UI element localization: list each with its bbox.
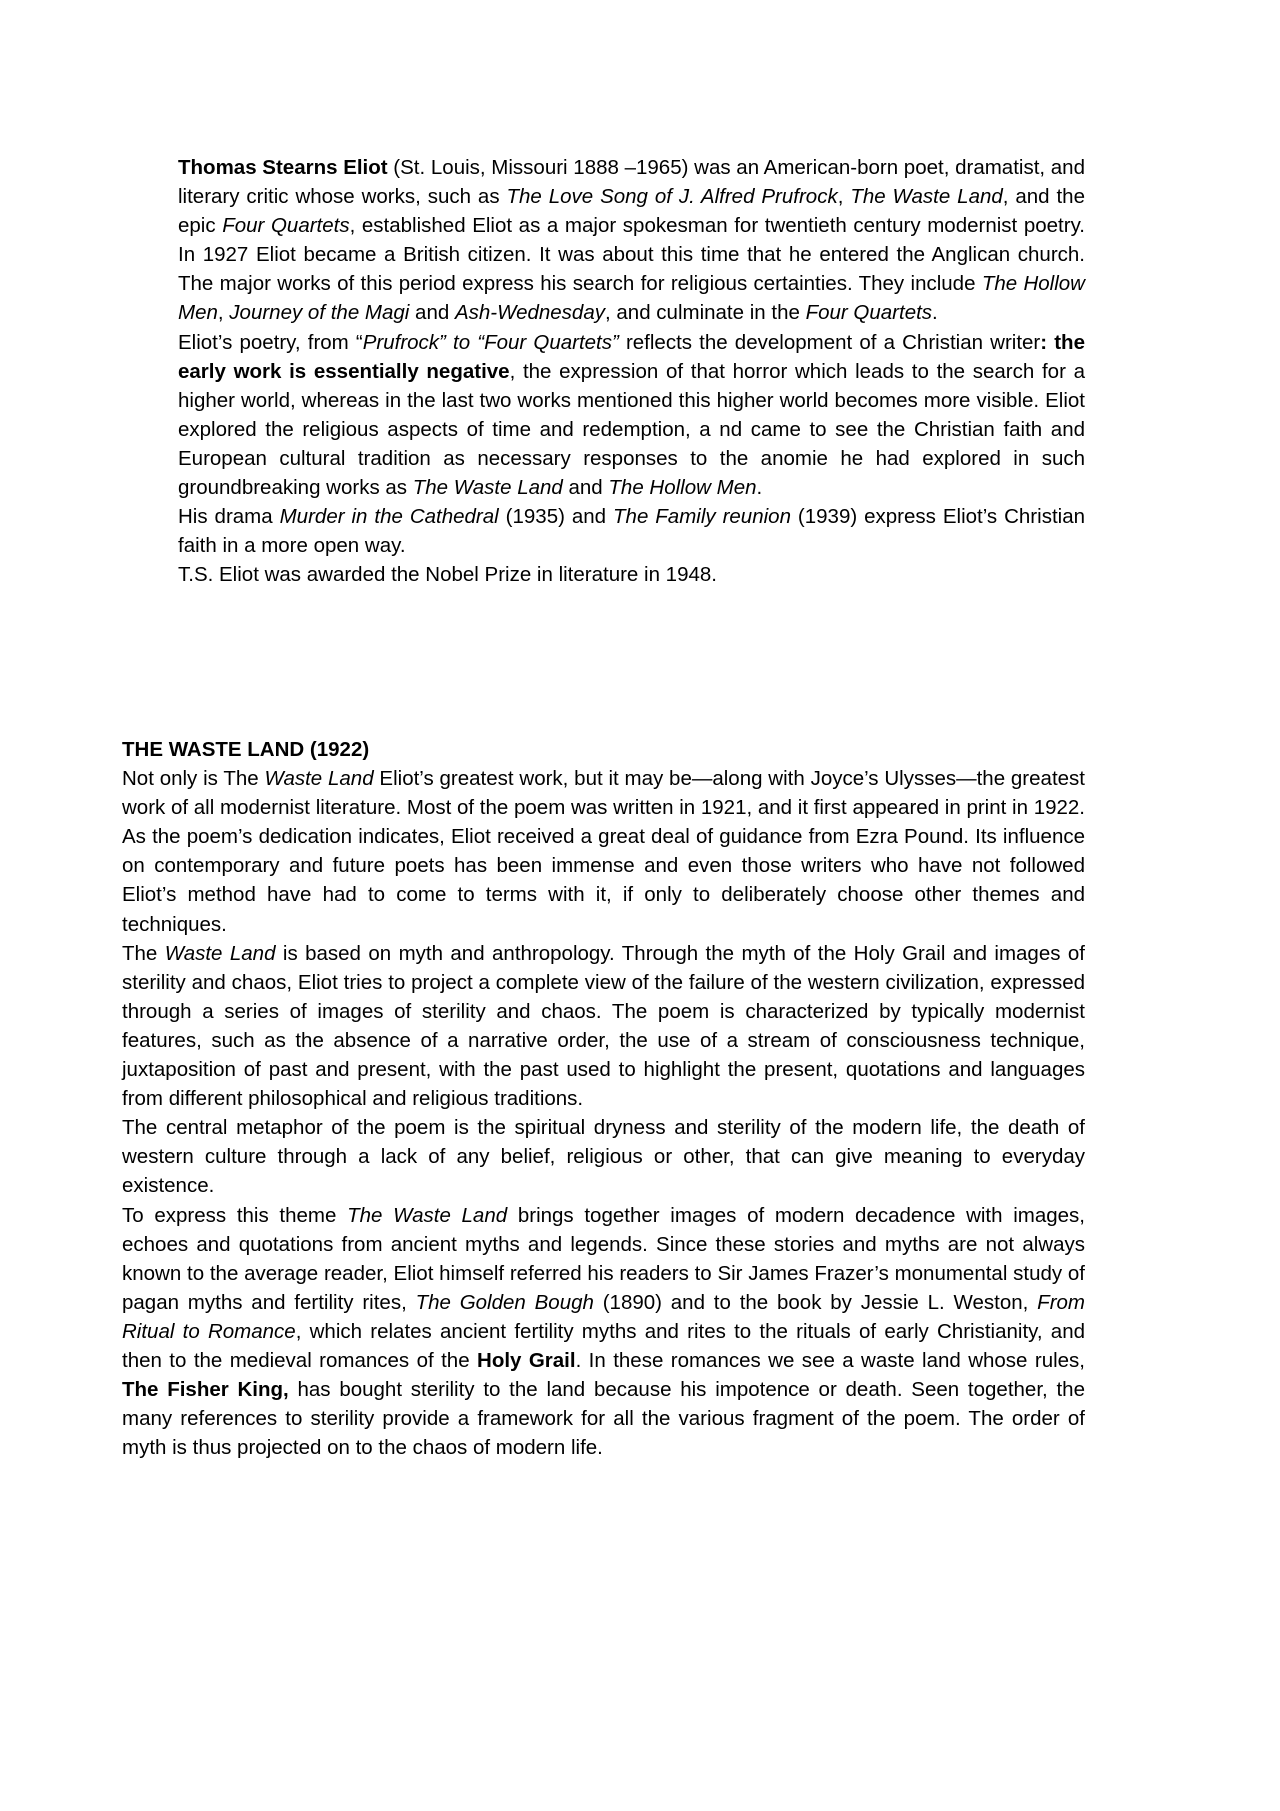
text-run: Thomas Stearns Eliot bbox=[178, 156, 388, 179]
biography-section bbox=[178, 153, 1085, 589]
text-run: (1890) and to the book by Jessie L. Weston, bbox=[593, 1290, 1038, 1314]
text-run: Not only is The bbox=[122, 767, 265, 791]
text-run: Prufrock” to “Four Quartets” bbox=[362, 330, 619, 354]
text-run: The Family reunion bbox=[613, 505, 791, 529]
text-run: is based on myth and anthropology. Through the myth of the Holy Grail and images of sterility and chaos, Eliot tries to project a complete view of the failure of the western civilization, expressed through a series of images of sterility and chaos. The poem is characterized by typically modernist features, such as the absence of a narrative order, the use of a stream of consciousness technique, juxtaposition of past and present, with the past used to highlight the present, quotations and languages from different philosophical and religious traditions. bbox=[122, 941, 1085, 1111]
text-run: The bbox=[122, 941, 165, 965]
text-run: The Hollow Men bbox=[178, 272, 1085, 325]
text-run: , bbox=[217, 301, 230, 325]
text-run: , the expression of that horror which leads to the search for a higher world, whereas in the last two works mentioned this higher world becomes more visible. Eliot explored the religious aspects of time and redemption, a nd came to see the Christian faith and European cultural tradition as necessary responses to the anomie he had explored in such groundbreaking works as bbox=[178, 359, 1085, 500]
text-run: reflects the development of a Christian writer bbox=[618, 330, 1041, 354]
waste-land-section bbox=[122, 735, 1085, 1462]
text-run: Eliot’s poetry, from “ bbox=[178, 330, 363, 354]
bio-paragraph-4 bbox=[178, 560, 1085, 589]
waste-land-paragraph-1 bbox=[122, 764, 1085, 939]
text-run: The Fisher King, bbox=[122, 1378, 289, 1402]
bio-paragraph-2 bbox=[178, 328, 1085, 503]
text-run: , and culminate in the bbox=[605, 301, 806, 325]
text-run: . bbox=[756, 476, 763, 500]
text-run: and bbox=[562, 476, 609, 500]
text-run: Eliot’s greatest work, but it may be—along with Joyce’s Ulysses—the greatest work of all modernist literature. Most of the poem was written in 1921, and it first appeared in print in 1922. As the poem’s dedication indicates, Eliot received a great deal of guidance from Ezra Pound. Its influence on contemporary and future poets has been immense and even those writers who have not followed Eliot’s method have had to come to terms with it, if only to deliberately choose other themes and techniques. bbox=[122, 767, 1085, 936]
text-run: has bought sterility to the land because his impotence or death. Seen together, the many references to sterility provide a framework for all the various fragment of the poem. The order of myth is thus projected on to the chaos of modern life. bbox=[122, 1378, 1085, 1460]
text-run: , which relates ancient fertility myths and rites to the rituals of early Christianity, and then to the medieval romances of the bbox=[122, 1319, 1085, 1372]
text-run: The Hollow Men bbox=[608, 476, 757, 500]
text-run: . In these romances we see a waste land whose rules, bbox=[575, 1348, 1085, 1372]
text-run: The Waste Land bbox=[412, 476, 563, 500]
waste-land-paragraph-4 bbox=[122, 1201, 1085, 1463]
text-run: The Waste Land bbox=[850, 185, 1003, 209]
text-run: Waste Land bbox=[164, 941, 276, 965]
text-run: Journey of the Magi bbox=[229, 301, 410, 325]
text-run: The Waste Land bbox=[347, 1203, 508, 1227]
text-run: (St. Louis, Missouri 1888 –1965) was an American-born poet, dramatist, and literary critic whose works, such as bbox=[178, 156, 1085, 209]
text-run: To express this theme bbox=[122, 1203, 348, 1227]
text-run: The Golden Bough bbox=[415, 1290, 594, 1314]
text-run: , bbox=[837, 185, 851, 209]
waste-land-paragraph-2 bbox=[122, 939, 1085, 1114]
text-run: Murder in the Cathedral bbox=[279, 505, 499, 529]
text-run: brings together images of modern decadence with images, echoes and quotations from ancient myths and legends. Since these stories and myths are not always known to the average reader, Eliot himself referred his readers to Sir James Frazer’s monumental study of pagan myths and fertility rites, bbox=[122, 1203, 1085, 1314]
text-run: . bbox=[932, 301, 938, 325]
text-run: , and the epic bbox=[178, 185, 1085, 238]
text-run: , established Eliot as a major spokesman for twentieth century modernist poetry. In 1927 Eliot became a British citizen. It was about this time that he entered the Anglican church. The major works of this period express his search for religious certainties. They include bbox=[178, 214, 1085, 296]
text-run: : the early work is essentially negative bbox=[178, 330, 1085, 383]
text-run: The central metaphor of the poem is the spiritual dryness and sterility of the modern life, the death of western culture through a lack of any belief, religious or other, that can give meaning to everyday existence. bbox=[122, 1116, 1085, 1198]
text-run: Holy Grail bbox=[477, 1348, 576, 1372]
text-run: T.S. Eliot was awarded the Nobel Prize in literature in 1948. bbox=[178, 563, 717, 587]
text-run: The Love Song of J. Alfred Prufrock bbox=[506, 185, 838, 209]
text-run: From Ritual to Romance bbox=[122, 1290, 1085, 1343]
text-run: Four Quartets bbox=[805, 301, 933, 325]
text-run: and bbox=[409, 301, 455, 325]
text-run: Waste Land bbox=[264, 767, 374, 791]
bio-paragraph-3 bbox=[178, 502, 1085, 560]
text-run: (1935) and bbox=[498, 505, 614, 529]
text-run: His drama bbox=[178, 505, 280, 529]
waste-land-paragraph-3 bbox=[122, 1113, 1085, 1200]
section-heading bbox=[122, 735, 1085, 764]
text-run: (1939) express Eliot’s Christian faith in a more open way. bbox=[178, 505, 1085, 558]
section-heading-text: THE WASTE LAND (1922) bbox=[122, 738, 370, 761]
bio-paragraph-1 bbox=[178, 153, 1085, 328]
text-run: Four Quartets bbox=[222, 214, 350, 238]
text-run: Ash-Wednesday bbox=[454, 301, 605, 325]
